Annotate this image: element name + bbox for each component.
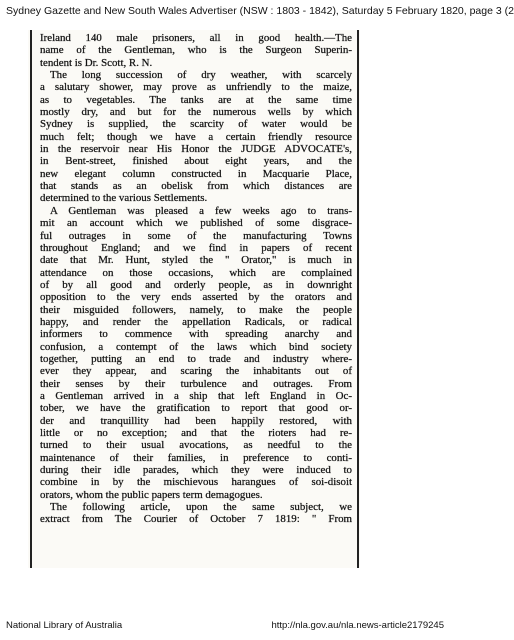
article-line: mostly dry, and but for the numerous wells by which: [40, 106, 352, 119]
article-line: as to vegetables. The tanks are at the same time: [40, 93, 352, 106]
column-rule-right: [357, 30, 359, 568]
newspaper-scan: [28, 30, 360, 568]
article-line: orators, whom the public papers term demagogues.: [40, 488, 263, 501]
article-line: mit an account which we published of some disgrace-: [40, 217, 352, 230]
article-line: a salutary shower, may prove as unfriendly to the maize,: [40, 81, 352, 94]
article-line: little or no exception; and that the rioters had re-: [40, 427, 352, 439]
article-line: much felt; though we have a certain friendly resource: [40, 130, 352, 143]
article-line: in the reservoir near His Honor the JUDGE ADVOCATE's,: [40, 143, 352, 156]
article-line: The following article, upon the same subject, we: [50, 501, 352, 514]
article-line: during their idle parades, which they were induced to: [40, 464, 352, 477]
article-line: name of the Gentleman, who is the Surgeon Superin-: [40, 44, 352, 57]
article-column: [40, 32, 352, 526]
article-line: informers to commence with spreading anarchy and: [40, 328, 352, 341]
article-line: extract from The Courier of October 7 1819: " From: [40, 513, 352, 526]
column-rule-left: [30, 30, 32, 568]
article-line: tendent is Dr. Scott, R. N.: [40, 56, 153, 69]
article-line: throughout England; and we find in papers of recent: [40, 241, 352, 254]
article-line: their misguided followers, namely, to make the people: [40, 303, 352, 316]
article-line: A Gentleman was pleased a few weeks ago to trans-: [50, 204, 352, 217]
article-line: der and tranquillity had been happily restored, with: [40, 414, 352, 427]
article-line: date that Mr. Hunt, styled the " Orator," is much in: [40, 254, 352, 267]
article-line: that stands as an obelisk from which distances are: [40, 180, 352, 193]
article-line: happy, and render the appellation Radicals, or radical: [40, 315, 352, 328]
article-line: The long succession of dry weather, with scarcely: [50, 69, 352, 82]
article-line: attendance on those occasions, which are complained: [40, 266, 352, 279]
article-line: Ireland 140 male prisoners, all in good health.—The: [40, 32, 352, 44]
article-line: together, putting an end to trade and industry where-: [40, 352, 352, 365]
article-line: turned to their usual avocations, as needful to the: [40, 439, 352, 452]
footer-publisher: National Library of Australia: [6, 620, 123, 631]
footer-article-url[interactable]: http://nla.gov.au/nla.news-article2179245: [271, 620, 444, 631]
article-line: tober, we have the gratification to report that good or-: [40, 402, 352, 415]
article-line: opposition to the very ends asserted by the orators and: [40, 291, 352, 304]
article-line: of by all good and orderly people, as in downright: [40, 278, 352, 291]
article-line: in Bent-street, finished about eight years, and the: [40, 155, 352, 168]
article-line: maintenance of their families, in preference to conti-: [40, 451, 352, 464]
article-line: a Gentleman arrived in a ship that left England in Oc-: [40, 389, 352, 402]
article-line: new elegant column constructed in Macquarie Place,: [40, 167, 352, 180]
article-line: ful outrages in some of the manufacturing Towns: [40, 229, 352, 242]
article-line: their senses by their turbulence and outrages. From: [40, 377, 352, 390]
article-line: Sydney is supplied, the scarcity of water would be: [40, 118, 352, 131]
article-line: determined to the various Settlements.: [40, 192, 208, 205]
article-line: confusion, a contempt of the laws which bind society: [40, 340, 352, 353]
page-header-title: Sydney Gazette and New South Wales Advertiser (NSW : 1803 - 1842), Saturday 5 February 1820, page 3 (2: [6, 5, 514, 17]
article-line: ever they appear, and scaring the inhabitants out of: [40, 365, 352, 378]
article-line: combine in by the mischievous harangues of soi-disoit: [40, 476, 352, 489]
